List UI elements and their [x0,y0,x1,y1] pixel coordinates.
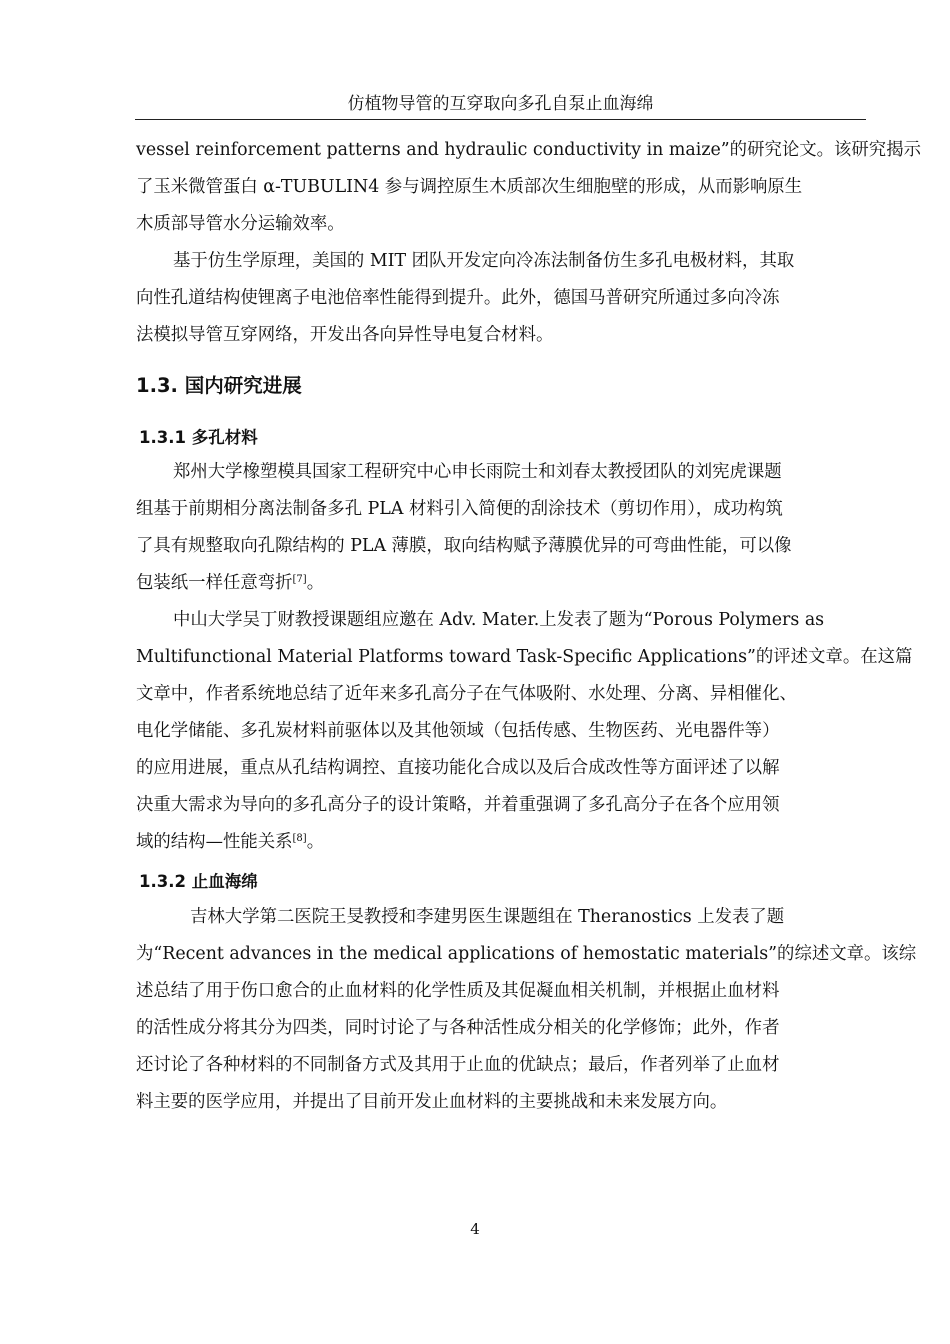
body-line: 中山大学吴丁财教授课题组应邀在 Adv. Mater.上发表了题为“Porous Polymers as [173,610,825,630]
body-line: 电化学储能、多孔炭材料前驱体以及其他领域（包括传感、生物医药、光电器件等） [136,721,780,741]
citation-ref: [8] [292,833,307,844]
body-line: 还讨论了各种材料的不同制备方式及其用于止血的优缺点；最后，作者列举了止血材 [136,1055,780,1075]
page-number: 4 [470,1220,480,1238]
body-line: 为“Recent advances in the medical applications of hemostatic materials”的综述文章。该综 [136,944,917,964]
subsection-heading: 1.3.1 多孔材料 [139,428,258,447]
body-line: Multifunctional Material Platforms toward Task-Specific Applications”的评述文章。在这篇 [136,647,913,667]
body-line: 基于仿生学原理，美国的 MIT 团队开发定向冷冻法制备仿生多孔电极材料，其取 [173,251,795,271]
line-end: 。 [306,573,325,593]
body-line: 料主要的医学应用，并提出了目前开发止血材料的主要挑战和未来发展方向。 [136,1092,728,1112]
body-line: 组基于前期相分离法制备多孔 PLA 材料引入简便的刮涂技术（剪切作用），成功构筑 [136,499,783,519]
body-line: 述总结了用于伤口愈合的止血材料的化学性质及其促凝血相关机制，并根据止血材料 [136,981,780,1001]
body-line: 了玉米微管蛋白 α-TUBULIN4 参与调控原生木质部次生细胞壁的形成，从而影响原生 [136,177,803,197]
body-line [136,829,324,855]
body-line: 向性孔道结构使锂离子电池倍率性能得到提升。此外，德国马普研究所通过多向冷冻 [136,288,780,308]
body-line: 吉林大学第二医院王旻教授和李建男医生课题组在 Theranostics 上发表了题 [190,907,785,927]
body-line [136,570,324,596]
subsection-heading: 1.3.2 止血海绵 [139,872,258,891]
body-line: 了具有规整取向孔隙结构的 PLA 薄膜，取向结构赋予薄膜优异的可弯曲性能，可以像 [136,536,792,556]
body-line: 的应用进展，重点从孔结构调控、直接功能化合成以及后合成改性等方面评述了以解 [136,758,780,778]
body-line: 文章中，作者系统地总结了近年来多孔高分子在气体吸附、水处理、分离、异相催化、 [136,684,797,704]
body-line: 决重大需求为导向的多孔高分子的设计策略，并着重强调了多孔高分子在各个应用领 [136,795,780,815]
body-line: 的活性成分将其分为四类，同时讨论了与各种活性成分相关的化学修饰；此外，作者 [136,1018,780,1038]
line-text: 包装纸一样任意弯折 [136,573,293,593]
body-line: 郑州大学橡塑模具国家工程研究中心申长雨院士和刘春太教授团队的刘宪虎课题 [173,462,782,482]
line-end: 。 [306,832,325,852]
body-line: 木质部导管水分运输效率。 [136,214,345,234]
section-heading: 1.3. 国内研究进展 [136,374,302,397]
body-line: vessel reinforcement patterns and hydraulic conductivity in maize”的研究论文。该研究揭示 [136,140,921,160]
citation-ref: [7] [292,574,307,585]
body-line: 法模拟导管互穿网络，开发出各向异性导电复合材料。 [136,325,554,345]
running-header: 仿植物导管的互穿取向多孔自泵止血海绵 [135,91,866,120]
line-text: 域的结构—性能关系 [136,832,293,852]
